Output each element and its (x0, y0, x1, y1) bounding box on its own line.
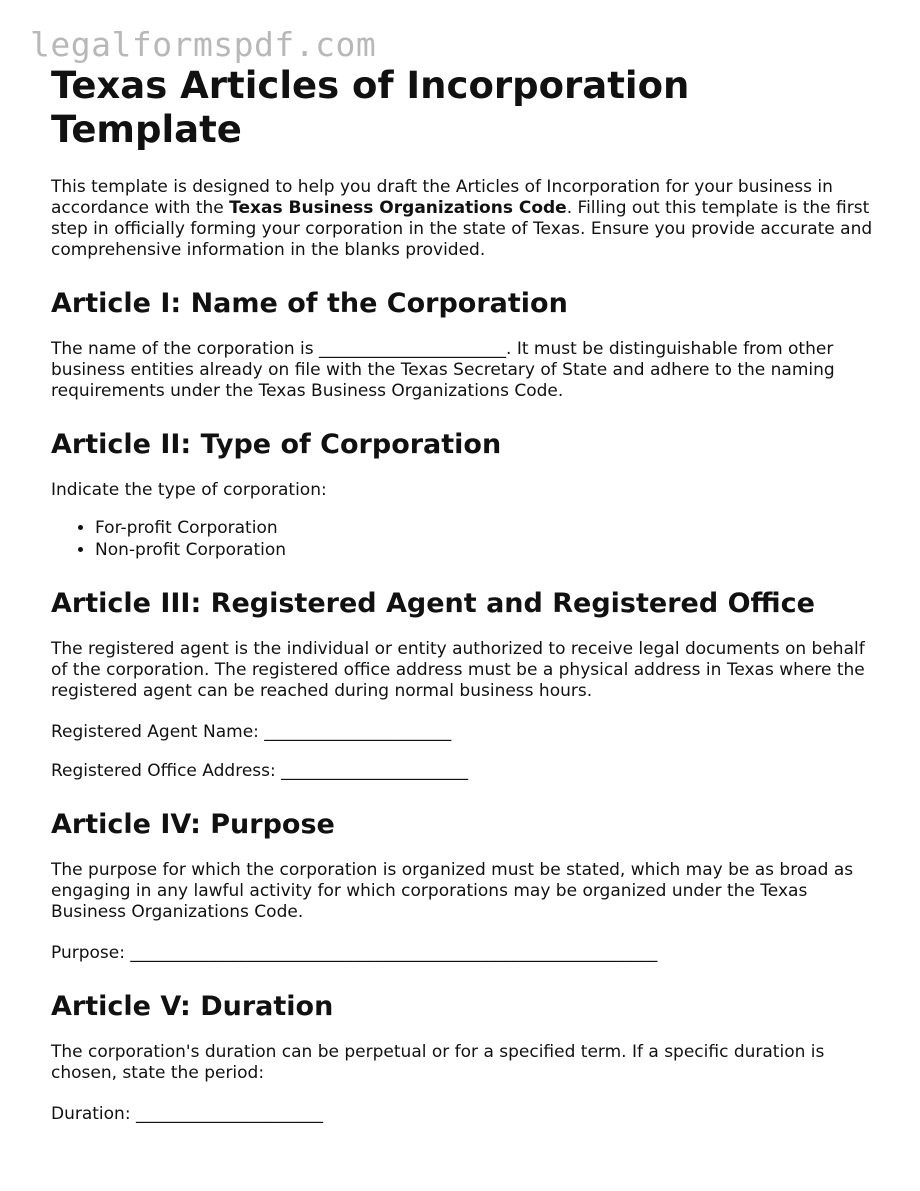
purpose-field: Purpose: ______________________________________________________________ (51, 943, 658, 963)
page-title: Texas Articles of Incorporation Template (51, 64, 690, 151)
intro-text-2: . Filling out this template is the first step in officially forming your corporation in the state of Texas. Ensure you provide accurate and comprehensive information in the blanks provided. (51, 198, 873, 260)
article-4-text: The purpose for which the corporation is organized must be stated, which may be as broad as engaging in any lawful activity for which corporations may be organized under the Texas Business Organizations Code. (51, 860, 854, 922)
article-5-text: The corporation's duration can be perpetual or for a specified term. If a specific duration is chosen, state the period: (51, 1042, 825, 1083)
duration-field: Duration: ______________________ (51, 1104, 323, 1124)
registered-agent-field: Registered Agent Name: ______________________ (51, 722, 452, 742)
article-3-heading: Article III: Registered Agent and Registered Office (51, 588, 815, 619)
article-1-text: The name of the corporation is ______________________. It must be distinguishable from other business entities already on file with the Texas Secretary of State and adhere to the naming requirements under the Texas Business Organizations Code. (51, 339, 835, 401)
document-body (51, 64, 881, 1145)
article-2-lead: Indicate the type of corporation: (51, 480, 327, 500)
article-2-heading: Article II: Type of Corporation (51, 429, 502, 460)
article-3-text: The registered agent is the individual or entity authorized to receive legal documents on behalf of the corporation. The registered office address must be a physical address in Texas where the registered agent can be reached during normal business hours. (51, 639, 865, 701)
watermark: legalformspdf.com (30, 25, 377, 64)
intro-text-1: This template is designed to help you draft the Articles of Incorporation for your business in accordance with the (51, 177, 833, 218)
intro-bold-code: Texas Business Organizations Code (229, 198, 567, 218)
list-item-for-profit: • For-profit Corporation (95, 517, 881, 539)
registered-office-field: Registered Office Address: ______________________ (51, 761, 469, 781)
article-4-heading: Article IV: Purpose (51, 809, 335, 840)
article-1-heading: Article I: Name of the Corporation (51, 288, 568, 319)
list-item-non-profit: • Non-profit Corporation (95, 539, 881, 561)
corporation-type-list (51, 517, 881, 561)
intro-paragraph (51, 177, 881, 261)
article-5-heading: Article V: Duration (51, 991, 334, 1022)
